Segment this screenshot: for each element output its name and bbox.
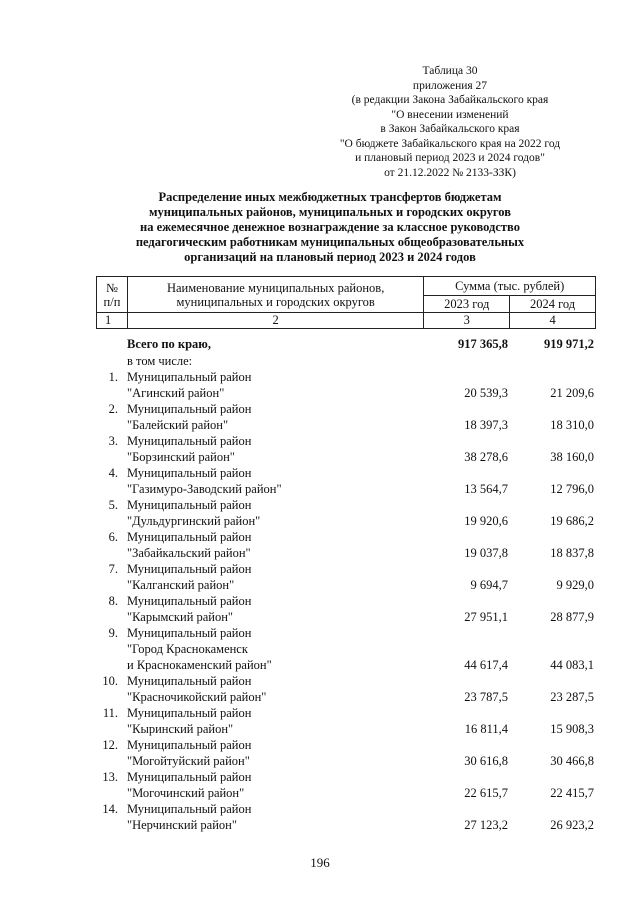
row-name: "Борзинский район": [127, 450, 235, 464]
appendix-reference: [300, 64, 600, 180]
row-name: "Дульдургинский район": [127, 514, 261, 528]
table-row: [96, 737, 596, 753]
table-row: [96, 817, 596, 833]
row-value-2024: 21 209,6: [550, 386, 594, 400]
row-name: Муниципальный район: [127, 498, 252, 512]
row-name: Всего по краю,: [127, 337, 211, 351]
appendix-line: (в редакции Закона Забайкальского края: [351, 94, 549, 106]
table-row: [96, 336, 596, 353]
row-number: 1.: [108, 370, 118, 384]
appendix-line: и плановый период 2023 и 2024 годов": [355, 152, 545, 164]
row-name: в том числе:: [127, 354, 193, 368]
column-index-3: 3: [424, 313, 510, 329]
row-name: "Красночикойский район": [127, 690, 267, 704]
row-number: 2.: [108, 402, 118, 416]
row-name: "Кыринский район": [127, 722, 234, 736]
row-value-2024: 919 971,2: [544, 337, 594, 351]
table-row: [96, 417, 596, 433]
row-name: "Агинский район": [127, 386, 225, 400]
row-number: 12.: [102, 738, 118, 752]
appendix-line: приложения 27: [412, 79, 488, 92]
row-name: "Газимуро-Заводский район": [127, 482, 282, 496]
table-row: [96, 689, 596, 705]
table-row: [96, 641, 596, 657]
row-name: Муниципальный район: [127, 770, 252, 784]
table-row: [96, 465, 596, 481]
column-2024-header: 2024 год: [510, 296, 596, 313]
table-row: [96, 673, 596, 689]
title-line: муниципальных районов, муниципальных и городских округов: [149, 205, 511, 219]
table-row: [96, 513, 596, 529]
appendix-line: "О внесении изменений: [391, 108, 509, 121]
column-name-header: Наименование муниципальных районов, муниципальных и городских округов: [127, 277, 423, 313]
column-sum-header: Сумма (тыс. рублей): [424, 277, 596, 296]
row-number: 10.: [102, 674, 118, 688]
row-value-2023: 19 920,6: [464, 514, 508, 528]
row-value-2023: 27 951,1: [464, 610, 508, 624]
row-value-2024: 38 160,0: [550, 450, 594, 464]
row-number: 3.: [108, 434, 118, 448]
row-name: "Карымский район": [127, 610, 234, 624]
row-number: 11.: [102, 706, 118, 720]
column-index-1: 1: [97, 313, 128, 329]
table-row: [96, 481, 596, 497]
table-header: [96, 276, 596, 329]
row-name: Муниципальный район: [127, 434, 252, 448]
column-index-2: 2: [127, 313, 423, 329]
table-row: [96, 545, 596, 561]
row-value-2023: 917 365,8: [458, 337, 508, 351]
row-value-2024: 12 796,0: [550, 482, 594, 496]
row-name: "Нерчинский район": [127, 818, 237, 832]
row-number: 13.: [102, 770, 118, 784]
row-name: "Могочинский район": [127, 786, 245, 800]
row-value-2024: 18 837,8: [550, 546, 594, 560]
table-row: [96, 721, 596, 737]
row-name: "Калганский район": [127, 578, 235, 592]
row-value-2024: 19 686,2: [550, 514, 594, 528]
row-number: 7.: [108, 562, 118, 576]
row-name: "Забайкальский район": [127, 546, 251, 560]
document-title: [100, 190, 560, 265]
row-number: 6.: [108, 530, 118, 544]
table-row: [96, 753, 596, 769]
row-value-2023: 18 397,3: [464, 418, 508, 432]
table-row: [96, 385, 596, 401]
column-number-header: № п/п: [97, 277, 128, 313]
row-value-2024: 18 310,0: [550, 418, 594, 432]
row-value-2023: 27 123,2: [464, 818, 508, 832]
row-name: Муниципальный район: [127, 370, 252, 384]
row-name: Муниципальный район: [127, 674, 252, 688]
table-row: [96, 593, 596, 609]
table-row: [96, 369, 596, 385]
table-row: [96, 625, 596, 641]
row-value-2024: 26 923,2: [550, 818, 594, 832]
row-name: Муниципальный район: [127, 626, 252, 640]
table-row: [96, 705, 596, 721]
table-row: [96, 769, 596, 785]
page-number: 196: [310, 855, 330, 870]
appendix-line: в Закон Забайкальского края: [380, 123, 520, 135]
row-number: 8.: [108, 594, 118, 608]
table-row: [96, 401, 596, 417]
row-value-2023: 13 564,7: [464, 482, 508, 496]
title-line: педагогическим работникам муниципальных общеобразовательных: [135, 235, 525, 249]
row-value-2023: 44 617,4: [464, 658, 508, 672]
row-name: Муниципальный район: [127, 402, 252, 416]
title-line: Распределение иных межбюджетных трансфертов бюджетам: [158, 190, 502, 204]
row-value-2023: 19 037,8: [464, 546, 508, 560]
row-number: 4.: [108, 466, 118, 480]
appendix-line: Таблица 30: [422, 65, 478, 77]
row-number: 5.: [108, 498, 118, 512]
row-value-2023: 16 811,4: [464, 722, 508, 736]
appendix-line: от 21.12.2022 № 2133-ЗЗК): [384, 166, 516, 179]
table-row: [96, 801, 596, 817]
table-row: [96, 497, 596, 513]
row-value-2024: 23 287,5: [550, 690, 594, 704]
row-value-2024: 15 908,3: [550, 722, 594, 736]
appendix-line: "О бюджете Забайкальского края на 2022 год: [339, 137, 561, 150]
row-name: "Город Краснокаменск: [127, 642, 248, 656]
table-row: [96, 353, 596, 369]
row-name: "Балейский район": [127, 418, 229, 432]
row-value-2023: 23 787,5: [464, 690, 508, 704]
table-row: [96, 433, 596, 449]
row-value-2024: 22 415,7: [550, 786, 594, 800]
row-name: Муниципальный район: [127, 562, 252, 576]
row-name: Муниципальный район: [127, 530, 252, 544]
table-row: [96, 561, 596, 577]
title-line: на ежемесячное денежное вознаграждение за классное руководство: [140, 220, 520, 234]
table-row: [96, 449, 596, 465]
row-value-2023: 22 615,7: [464, 786, 508, 800]
row-value-2023: 38 278,6: [464, 450, 508, 464]
row-value-2024: 44 083,1: [550, 658, 594, 672]
table-row: [96, 609, 596, 625]
table-row: [96, 785, 596, 801]
row-name: Муниципальный район: [127, 594, 252, 608]
row-value-2024: 28 877,9: [550, 610, 594, 624]
table-row: [96, 657, 596, 673]
row-number: 9.: [108, 626, 118, 640]
column-index-4: 4: [510, 313, 596, 329]
title-line: организаций на плановый период 2023 и 2024 годов: [184, 250, 476, 264]
table-body: [96, 336, 596, 833]
table-row: [96, 577, 596, 593]
row-value-2023: 9 694,7: [470, 578, 508, 592]
row-name: "Могойтуйский район": [127, 754, 250, 768]
row-name: и Краснокаменский район": [127, 658, 272, 672]
row-value-2023: 20 539,3: [464, 386, 508, 400]
table-row: [96, 529, 596, 545]
row-value-2024: 9 929,0: [556, 578, 594, 592]
row-name: Муниципальный район: [127, 802, 252, 816]
row-name: Муниципальный район: [127, 738, 252, 752]
row-value-2024: 30 466,8: [550, 754, 594, 768]
row-number: 14.: [102, 802, 118, 816]
column-2023-header: 2023 год: [424, 296, 510, 313]
row-name: Муниципальный район: [127, 466, 252, 480]
row-name: Муниципальный район: [127, 706, 252, 720]
row-value-2023: 30 616,8: [464, 754, 508, 768]
